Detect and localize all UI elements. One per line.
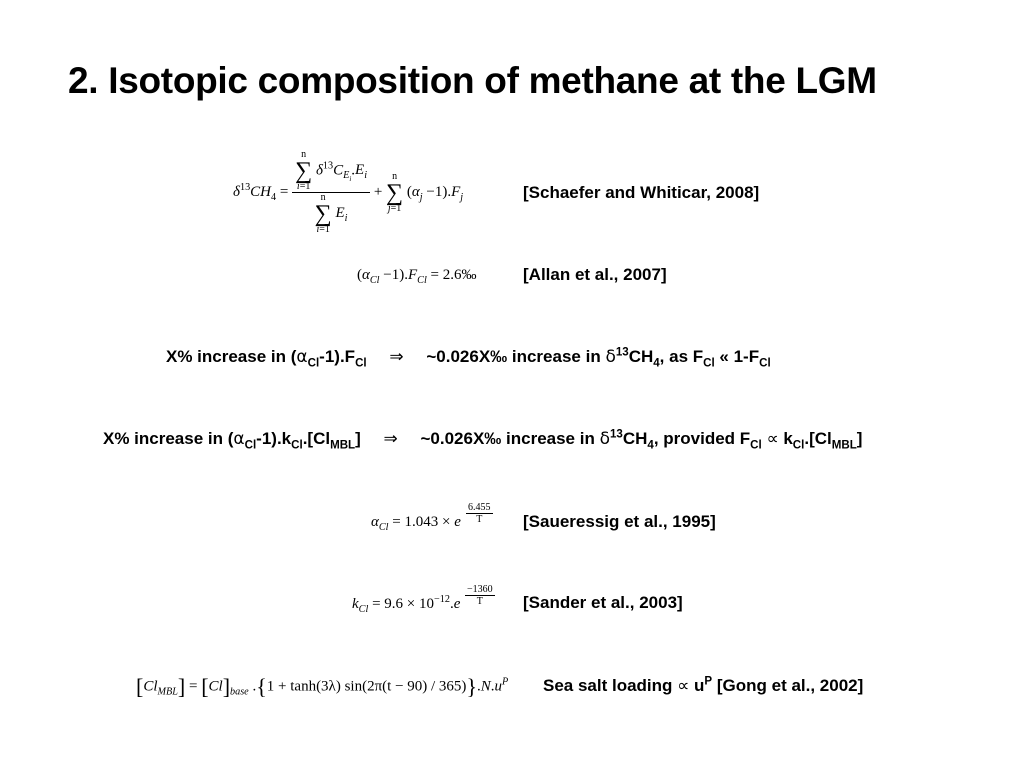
reference-allan: [Allan et al., 2007]: [523, 265, 667, 284]
reference-schaefer-whiticar: [Schaefer and Whiticar, 2008]: [523, 183, 760, 202]
equation-d13ch4-mass-balance: $\delta^{13}CH_4$ = n ∑ i=1 $\delta^{13}C_{E_i}.E_i$ n ∑ i=1 $E_i$ + n ∑ j=1 $(\alpha_j -1).F_j$: [233, 149, 464, 235]
proportional-icon: ∝: [677, 676, 690, 696]
implies-arrow-icon: ⇒: [383, 429, 398, 449]
equation-kcl-rate: $k_{Cl} = 9.6 \times 10^{-12}.e$: [352, 594, 461, 615]
exponent-fraction-alpha: 6.455 T: [468, 502, 491, 525]
statement-fcl-increase: X% increase in $(\alpha_{Cl}-1).F_{Cl}$ ⇒ ~0.026X‰ increase in $\delta^{13}CH_4$, as $F_{Cl}$ « $1-F_{Cl}$: [166, 346, 771, 370]
fraction-weighted-sources: n ∑ i=1 $\delta^{13}C_{E_i}.E_i$ n ∑ i=1 $E_i$: [292, 150, 370, 235]
reference-saueressig: [Saueressig et al., 1995]: [523, 512, 716, 531]
exponent-fraction-kcl: −1360 T: [467, 584, 493, 607]
equation-cl-mbl: $[Cl_{MBL}] = [Cl]_{base}$ .{1 + tanh(3λ) $\sin(2\pi(t - 90) / 365)\}.N.u^P$: [136, 674, 509, 699]
slide-title: 2. Isotopic composition of methane at the LGM: [68, 60, 877, 101]
statement-kcl-increase: X% increase in $(\alpha_{Cl}-1).k_{Cl}.[Cl_{MBL}]$ ⇒ ~0.026X‰ increase in $\delta^{13}CH_4$, provided $F_{Cl} \propto k_{Cl}.[Cl_{MBL}]$: [103, 428, 863, 452]
reference-gong-sea-salt: Sea salt loading ∝ $u^P$ [Gong et al., 2002]: [543, 675, 864, 696]
equation-alpha-cl-fraction: $(\alpha_{Cl} -1).F_{Cl}$ = 2.6‰: [357, 267, 477, 286]
equation-alpha-cl-temperature: $\alpha_{Cl} = 1.043 \times e$: [371, 514, 461, 533]
eq2-value: 2.6‰: [442, 267, 477, 283]
reference-sander: [Sander et al., 2003]: [523, 593, 683, 612]
implies-arrow-icon: ⇒: [389, 347, 404, 367]
proportional-icon: ∝: [766, 429, 779, 449]
